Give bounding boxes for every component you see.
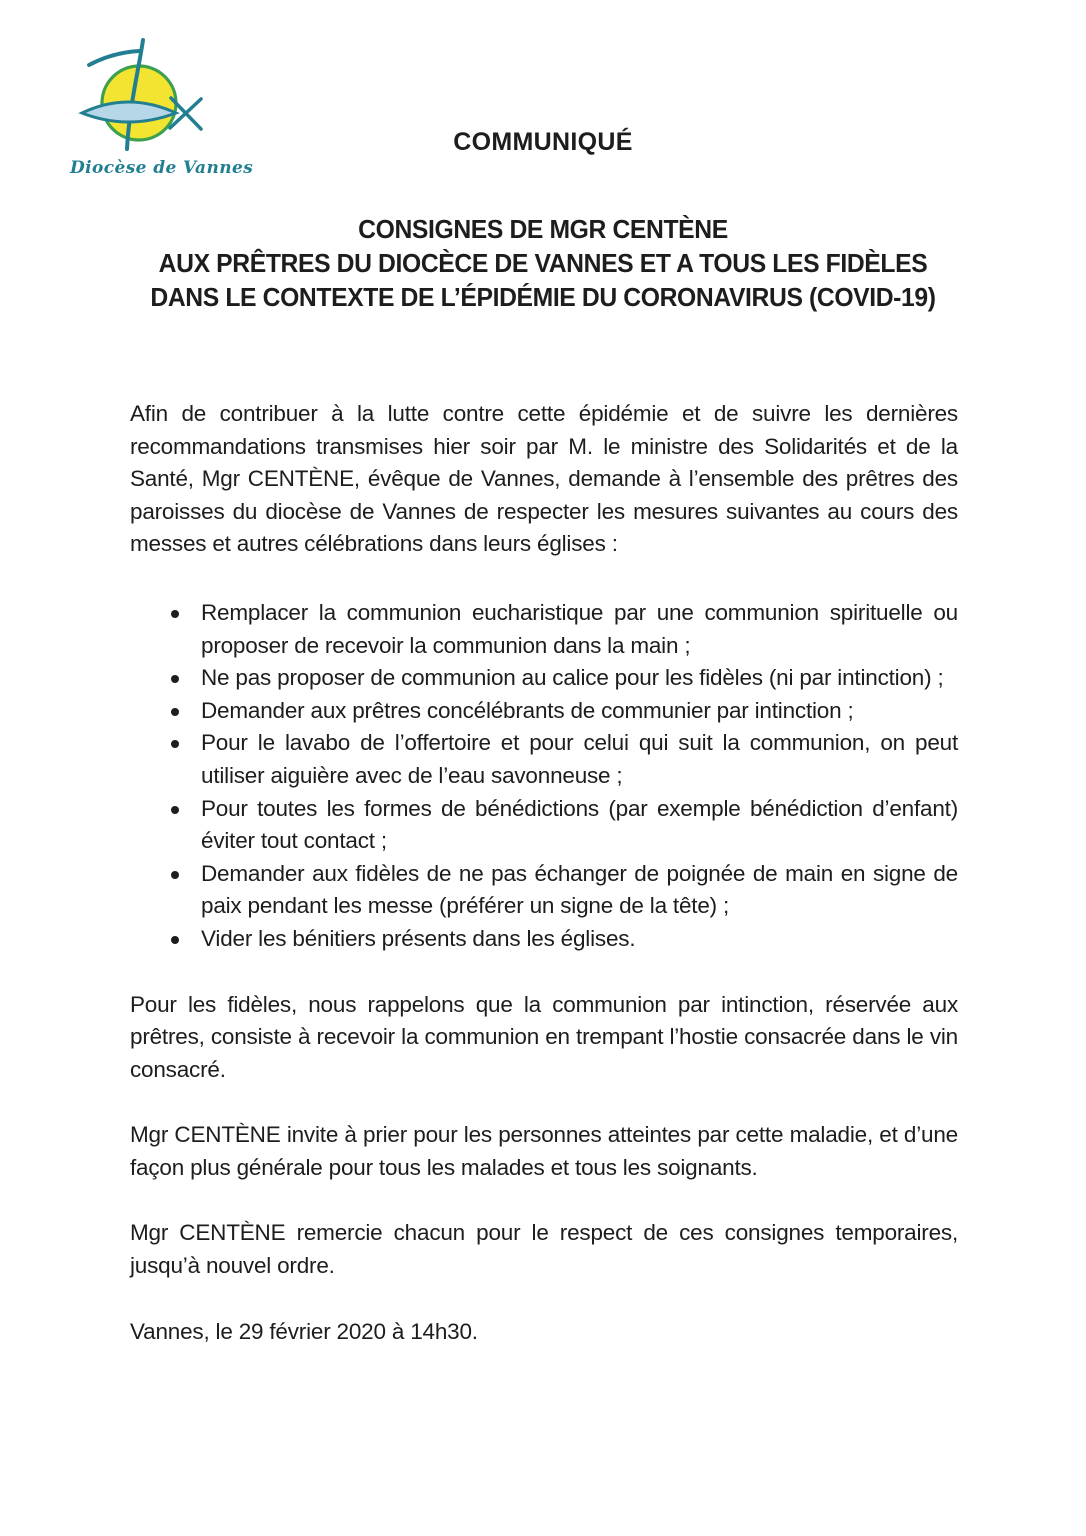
logo-cross-bar (89, 51, 139, 65)
intro-paragraph: Afin de contribuer à la lutte contre cette épidémie et de suivre les dernières recommandations transmises hier soir par M. le ministre des Solidarités et de la Santé, Mgr CENTÈNE, évêque de Vannes, demande à l’ensemble des prêtres des paroisses du diocèse de Vannes de respecter les mesures suivantes au cours des messes et autres célébrations dans leurs églises : (130, 401, 958, 557)
subject-line-1: CONSIGNES DE MGR CENTÈNE (358, 214, 728, 244)
measures-list (130, 597, 958, 956)
subject-line-2: AUX PRÊTRES DU DIOCÈCE DE VANNES ET A TOUS LES FIDÈLES (158, 248, 928, 278)
date-line: Vannes, le 29 février 2020 à 14h30. (130, 1318, 478, 1344)
measure-item: Remplacer la communion eucharistique par une communion spirituelle ou proposer de recevoir la communion dans la main ; (168, 597, 958, 662)
document-subject (27, 212, 1059, 314)
diocese-logo (62, 36, 254, 178)
paragraph-prier: Mgr CENTÈNE invite à prier pour les personnes atteintes par cette maladie, et d’une façon plus générale pour tous les malades et tous les soignants. (130, 1122, 958, 1180)
measure-item: Pour le lavabo de l’offertoire et pour celui qui suit la communion, on peut utiliser aiguière avec de l’eau savonneuse ; (168, 727, 958, 792)
measure-item: Demander aux prêtres concélébrants de communier par intinction ; (168, 695, 958, 728)
measure-item: Vider les bénitiers présents dans les églises. (168, 923, 958, 956)
measure-item: Demander aux fidèles de ne pas échanger de poignée de main en signe de paix pendant les messe (préférer un signe de la tête) ; (168, 858, 958, 923)
diocese-logo-icon (68, 36, 218, 156)
measure-item: Ne pas proposer de communion au calice pour les fidèles (ni par intinction) ; (168, 662, 958, 695)
document-title: COMMUNIQUÉ (453, 128, 633, 156)
logo-caption: Diocèse de Vannes (70, 158, 254, 178)
measure-item: Pour toutes les formes de bénédictions (par exemple bénédiction d’enfant) éviter tout contact ; (168, 793, 958, 858)
subject-line-3: DANS LE CONTEXTE DE L’ÉPIDÉMIE DU CORONAVIRUS (COVID-19) (150, 282, 936, 312)
paragraph-fideles: Pour les fidèles, nous rappelons que la communion par intinction, réservée aux prêtres, consiste à recevoir la communion en trempant l’hostie consacrée dans le vin consacré. (130, 991, 958, 1082)
document-body (0, 398, 1086, 1348)
paragraph-remercie: Mgr CENTÈNE remercie chacun pour le respect de ces consignes temporaires, jusqu’à nouvel ordre. (130, 1220, 958, 1279)
